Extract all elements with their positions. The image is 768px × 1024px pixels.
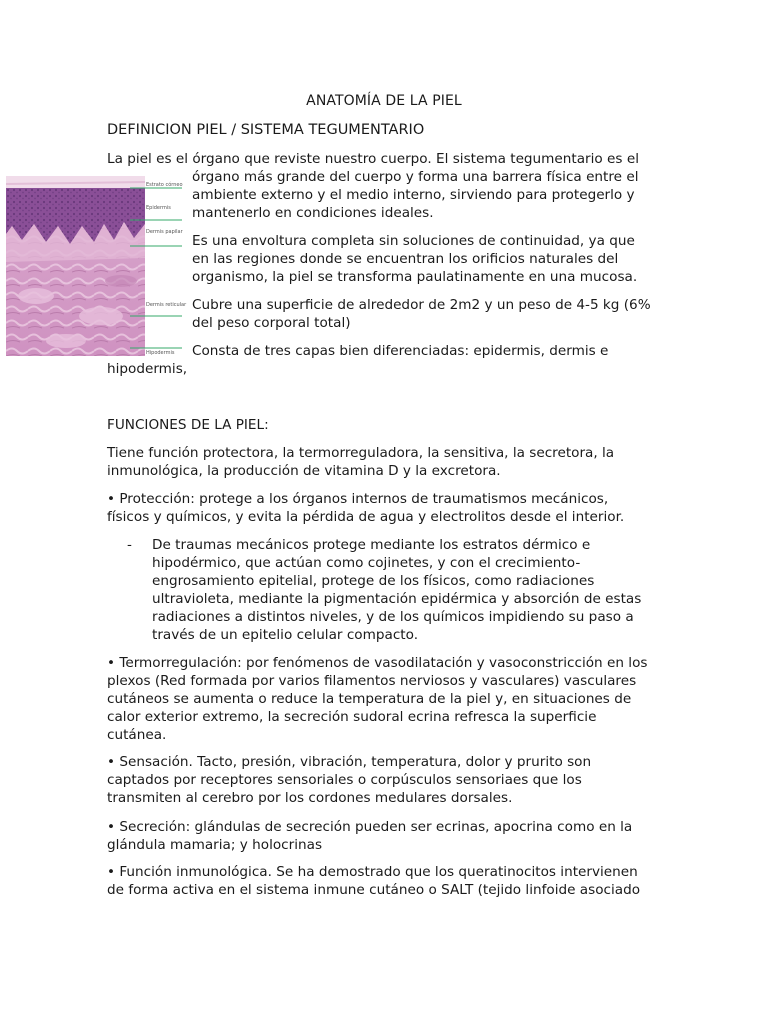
figure-label-hipodermis: Hipodermis [146, 350, 175, 356]
proteccion-dash-item [127, 536, 647, 646]
function-secrecion: • Secreción: glándulas de secreción pueden ser ecrinas, apocrina como en la glándula mamaria; y holocrinas [107, 819, 633, 853]
intro-paragraph-4-rest: hipodermis, [107, 361, 188, 377]
intro-paragraph-3-text: Cubre una superficie de alrededor de 2m2 y un peso de 4-5 kg (6% del peso corporal total) [192, 297, 651, 331]
function-proteccion: • Protección: protege a los órganos internos de traumatismos mecánicos, físicos y químicos, y evita la pérdida de agua y electrolitos desde el interior. [107, 491, 625, 525]
figure-label-epidermis: Epidermis [146, 205, 171, 211]
functions-intro: Tiene función protectora, la termorreguladora, la sensitiva, la secretora, la inmunológica, la producción de vitamina D y la excretora. [107, 445, 615, 479]
section-heading: DEFINICION PIEL / SISTEMA TEGUMENTARIO [107, 122, 425, 138]
function-sensacion: • Sensación. Tacto, presión, vibración, temperatura, dolor y prurito son captados por receptores sensoriales o corpúsculos sensoriaes que los transmiten al cerebro por los cordones medulares dorsales. [107, 754, 592, 806]
intro-paragraph-4-first-line: Consta de tres capas bien diferenciadas: epidermis, dermis e [192, 343, 609, 359]
intro-paragraph-1 [107, 150, 667, 222]
function-termorregulacion: • Termorregulación: por fenómenos de vasodilatación y vasoconstricción en los plexos (Red formada por varios filamentos nerviosos y vasculares) vasculares cutáneos se aumenta o reduce la temperatura de la piel y, en situaciones de calor exterior extremo, la secreción sudoral ecrina refresca la superficie cutánea. [107, 655, 648, 743]
document-title: ANATOMÍA DE LA PIEL [306, 93, 462, 109]
intro-paragraph-1-first-line: La piel es el órgano que reviste nuestro cuerpo. El sistema tegumentario es el [107, 151, 639, 167]
intro-paragraph-1-rest: órgano más grande del cuerpo y forma una barrera física entre el ambiente externo y el medio interno, sirviendo para protegerlo y mantenerlo en condiciones ideales. [192, 169, 639, 221]
intro-paragraph-2 [107, 232, 667, 286]
dash-bullet: - [127, 537, 132, 553]
figure-label-dermis-papilar: Dermis papilar [146, 229, 183, 235]
intro-paragraph-2-text: Es una envoltura completa sin soluciones de continuidad, ya que en las regiones donde se encuentran los orificios naturales del organismo, la piel se transforma paulatinamente en una mucosa. [192, 233, 638, 285]
intro-paragraph-4 [107, 342, 667, 378]
proteccion-dash-text: De traumas mecánicos protege mediante los estratos dérmico e hipodérmico, que actúan como cojinetes, y con el crecimiento- engrosamiento epitelial, protege de los físicos, como radiaciones ultravioleta, mediante la pigmentación epidérmica y absorción de estas radiaciones a distintos niveles, y de los químicos impidiendo su paso a través de un epitelio celular compacto. [152, 537, 642, 643]
figure-label-dermis-reticular: Dermis reticular [146, 302, 187, 308]
intro-paragraph-3 [107, 296, 667, 332]
function-inmunologica: • Función inmunológica. Se ha demostrado que los queratinocitos intervienen de forma activa en el sistema inmune cutáneo o SALT (tejido linfoide asociado [107, 864, 641, 898]
figure-label-estrato-corneo: Estrato córneo [146, 182, 183, 188]
functions-heading: FUNCIONES DE LA PIEL: [107, 417, 269, 433]
